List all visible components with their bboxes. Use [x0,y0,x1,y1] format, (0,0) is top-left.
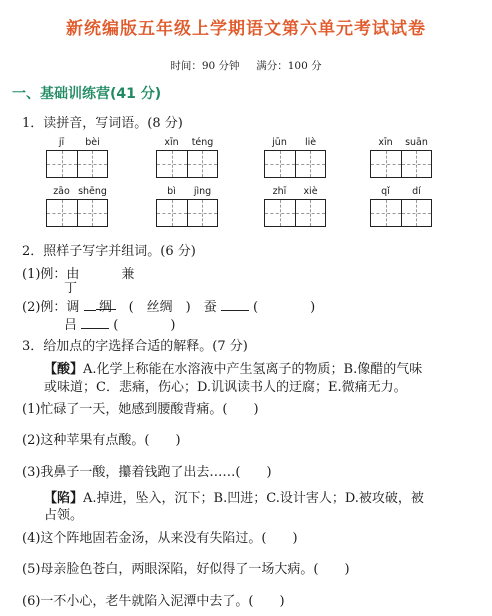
pinyin-syllable: jūn [272,137,287,148]
q3-item: (5)母亲脸色苍白，两眼深陷，好似得了一场大病。( ) [22,562,350,577]
pinyin-syllable: bì [167,186,176,197]
pinyin-syllable: shēng [78,186,107,197]
writing-box[interactable] [46,199,108,227]
definition-xian-line1: 【陷】A.掉进，坠入，沉下；B.凹进；C.设计害人；D.被攻破，被 [44,491,424,506]
q2-line2: (2)例：调 绸 ( 丝绸 ) 蚕 ( ) [22,296,315,315]
q2-char: 蚕 [203,300,217,315]
q1-prompt: 1．读拼音，写词语。(8 分) [22,116,183,131]
writing-box[interactable] [156,150,218,178]
definition-suan-line2: 或味道；C．悲痛，伤心；D.讥讽读书人的迂腐；E.微痛无力。 [44,380,407,395]
q3-item: (2)这种苹果有点酸。( ) [22,433,181,448]
definition-xian-line2: 占领。 [44,508,84,523]
q2-line3: 吕 ( ) [64,314,175,333]
q2-example-word: 丝绸 [146,300,173,315]
pinyin-syllable: qǐ [381,186,390,197]
pinyin-syllable: xiè [303,186,318,197]
time-limit: 时间：90 分钟 [170,60,240,72]
q2-char: 兼 [121,267,135,282]
pinyin-syllable: bèi [85,137,100,148]
answer-blank[interactable] [81,315,109,329]
definition-key: 【陷】 [44,491,84,506]
pinyin-syllable: suān [405,137,428,148]
q2-prompt: 2．照样子写字并组词。(6 分) [22,244,196,259]
q2-example-label: (1)例：由 [22,267,80,282]
q3-item: (4)这个阵地固若金汤，从来没有失陷过。( ) [22,531,298,546]
q3-prompt: 3．给加点的字选择合适的解释。(7 分) [22,339,248,354]
exam-title: 新统编版五年级上学期语文第六单元考试试卷 [66,19,426,39]
writing-box[interactable] [264,199,326,227]
q3-item: (1)忙碌了一天，她感到腰酸背痛。( ) [22,402,259,417]
full-score: 满分：100 分 [256,60,322,72]
q2-example-label: (2)例：调 [22,300,80,315]
pinyin-syllable: jìng [193,186,212,197]
pinyin-syllable: xīn [378,137,393,148]
q2-line1 [22,263,134,282]
q2-char: 吕 [64,318,78,333]
pinyin-syllable: zāo [53,186,70,197]
writing-box[interactable] [264,150,326,178]
writing-box[interactable] [46,150,108,178]
definition-key: 【酸】 [44,362,84,377]
q2-example-char: 绸 [96,296,116,310]
writing-box[interactable] [156,199,218,227]
writing-box[interactable] [370,150,432,178]
pinyin-syllable: liè [304,137,317,148]
section-title: 一、基础训练营(41 分) [12,86,162,102]
pinyin-syllable: téng [191,137,214,148]
q3-item: (6)一不小心，老牛就陷入泥潭中去了。( ) [22,594,285,609]
q2-sub-char: 丁 [64,281,78,296]
writing-box[interactable] [370,199,432,227]
pinyin-syllable: jī [58,137,65,148]
pinyin-syllable: xīn [164,137,179,148]
exam-meta [0,58,492,73]
pinyin-syllable: zhī [272,186,287,197]
definition-suan-line1: 【酸】A.化学上称能在水溶液中产生氢离子的物质；B.像醋的气味 [44,362,423,377]
answer-blank[interactable] [221,297,249,311]
q3-item: (3)我鼻子一酸，攥着钱跑了出去……( ) [22,465,272,480]
pinyin-syllable: dí [412,186,421,197]
